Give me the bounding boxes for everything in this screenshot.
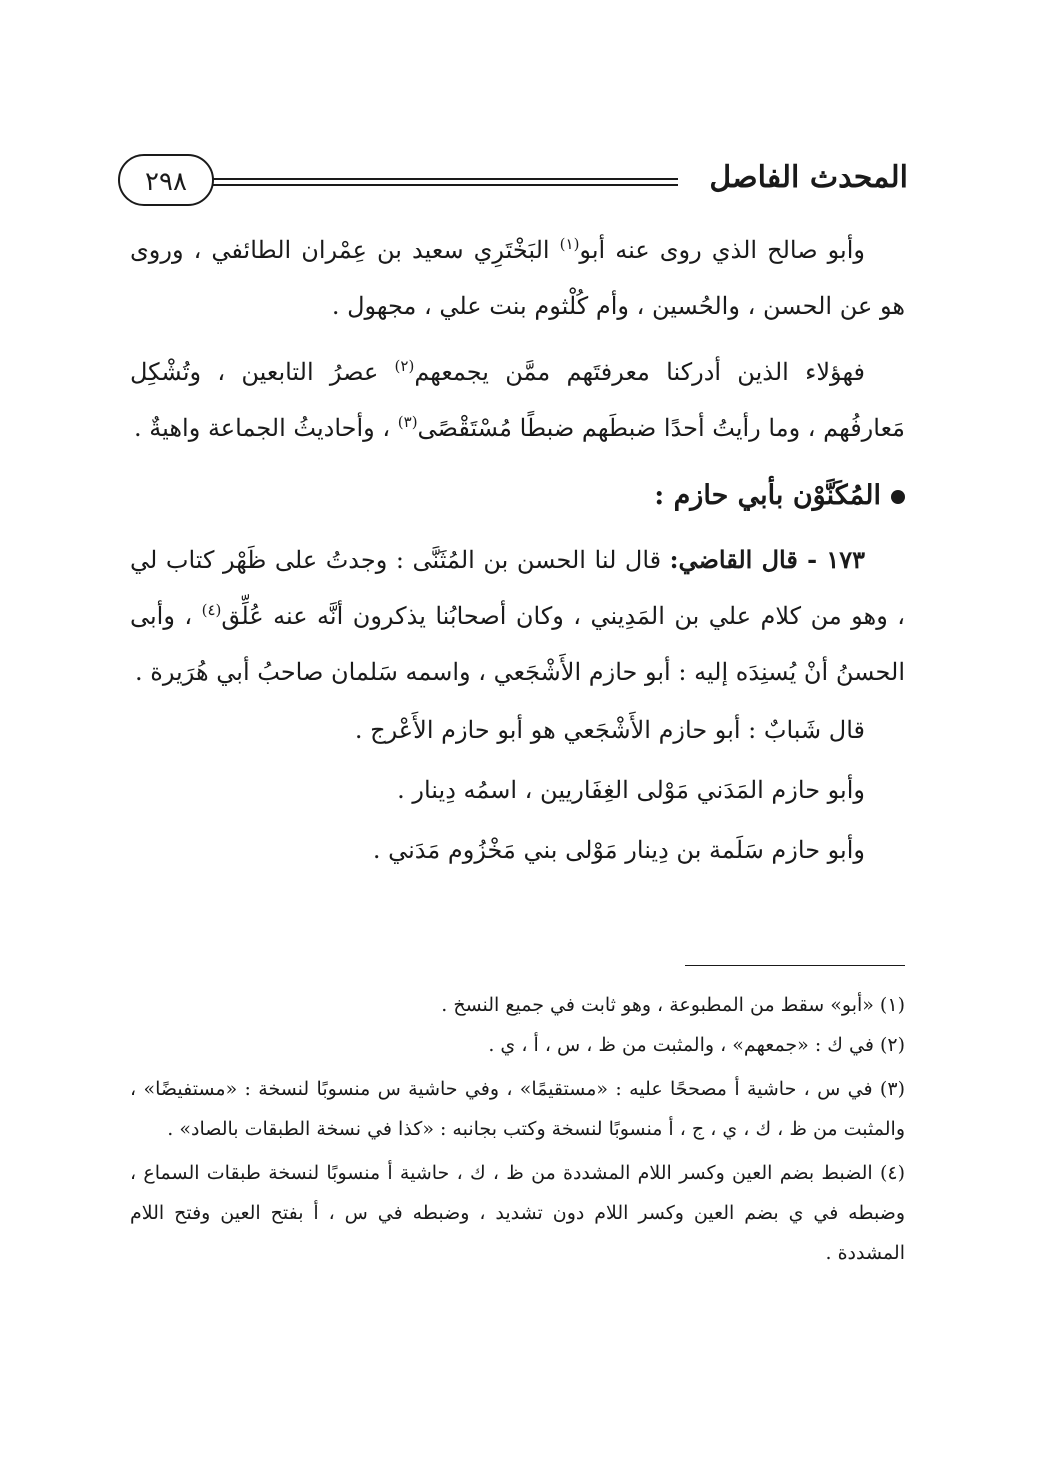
page-number: ٢٩٨	[118, 154, 214, 206]
entry-text-a: قال لنا الحسن بن المُثَنَّى : وجدتُ على ظَهْر كتاب لي ، وهو من كلام علي بن المَدِيني ، وكان أصحابُنا يذكرون أنَّه عنه عُلِّق	[130, 546, 906, 630]
footnotes	[130, 985, 905, 1273]
paragraph-1-text-b: البَخْتَرِي سعيد بن عِمْران الطائفي ، وروى هو عن الحسن ، والحُسين ، وأم كُلْثوم بنت علي ، مجهول .	[130, 236, 905, 320]
footnote-separator	[685, 965, 905, 966]
entry-text-b: ، وأبى الحسنُ أنْ يُسنِدَه إليه : أبو حازم الأَشْجَعي ، واسمه سَلمان صاحبُ أبي هُرَيرة .	[130, 602, 905, 686]
header-rule-top	[213, 178, 678, 180]
footnote-ref-2: (٢)	[394, 357, 415, 375]
paragraph-2-text-c: ، وأحاديثُ الجماعة واهيةٌ .	[134, 414, 398, 442]
entry-173	[130, 532, 905, 700]
footnote-2: (٢) في ك : «جمعهم» ، والمثبت من ظ ، س ، أ ، ي .	[488, 1034, 905, 1056]
footnote-ref-4: (٤)	[201, 601, 222, 619]
section-heading	[130, 468, 905, 524]
footnote-3: (٣) في س ، حاشية أ مصححًا عليه : «مستقيمًا» ، وفي حاشية س منسوبًا لنسخة : «مستفيضًا» ، والمثبت من ظ ، ك ، ي ، ج ، أ منسوبًا لنسخة وكتب بجانبه : «كذا في نسخة الطبقات بالصاد» .	[130, 1078, 905, 1140]
paragraph-2	[130, 344, 905, 456]
footnote-4: (٤) الضبط بضم العين وكسر اللام المشددة من ظ ، ك ، حاشية أ منسوبًا لنسخة طبقات السماع ، وضبطه في ي بضم العين وكسر اللام دون تشديد ، وضبطه في س ، أ بفتح العين وفتح اللام المشددة .	[130, 1162, 906, 1264]
footnote-1: (١) «أبو» سقط من المطبوعة ، وهو ثابت في جميع النسخ .	[441, 994, 905, 1016]
quote-line-3: وأبو حازم سَلَمة بن دِينار مَوْلى بني مَخْزُوم مَدَني .	[372, 836, 865, 864]
header-rule-bottom	[213, 184, 678, 186]
quote-line-1: قال شَبابٌ : أبو حازم الأَشْجَعي هو أبو حازم الأَعْرج .	[354, 716, 865, 744]
footnote-ref-3: (٣)	[397, 413, 418, 431]
section-heading-text: المُكَنَّوْن بأبي حازم :	[654, 480, 881, 511]
entry-label: ١٧٣ - قال القاضي:	[669, 545, 865, 574]
paragraph-2-text-a: فهؤلاء الذين أدركنا معرفتَهم ممَّن يجمعهم	[414, 358, 865, 386]
paragraph-1	[130, 222, 905, 334]
running-title: المحدث الفاصل	[709, 160, 908, 195]
paragraph-2-text-b: عصرُ التابعين ، وتُشْكِل مَعارفُهم ، وما رأيتُ أحدًا ضبطَهم ضبطًا مُسْتَقْصًى	[130, 358, 905, 442]
paragraph-1-text-a: وأبو صالح الذي روى عنه أبو	[579, 236, 865, 264]
page-header	[118, 150, 908, 214]
quote-line-2: وأبو حازم المَدَني مَوْلى الغِفَاريين ، اسمُه دِينار .	[397, 776, 865, 804]
footnote-ref-1: (١)	[559, 235, 580, 253]
main-text	[130, 222, 905, 880]
bullet-icon	[891, 490, 905, 504]
